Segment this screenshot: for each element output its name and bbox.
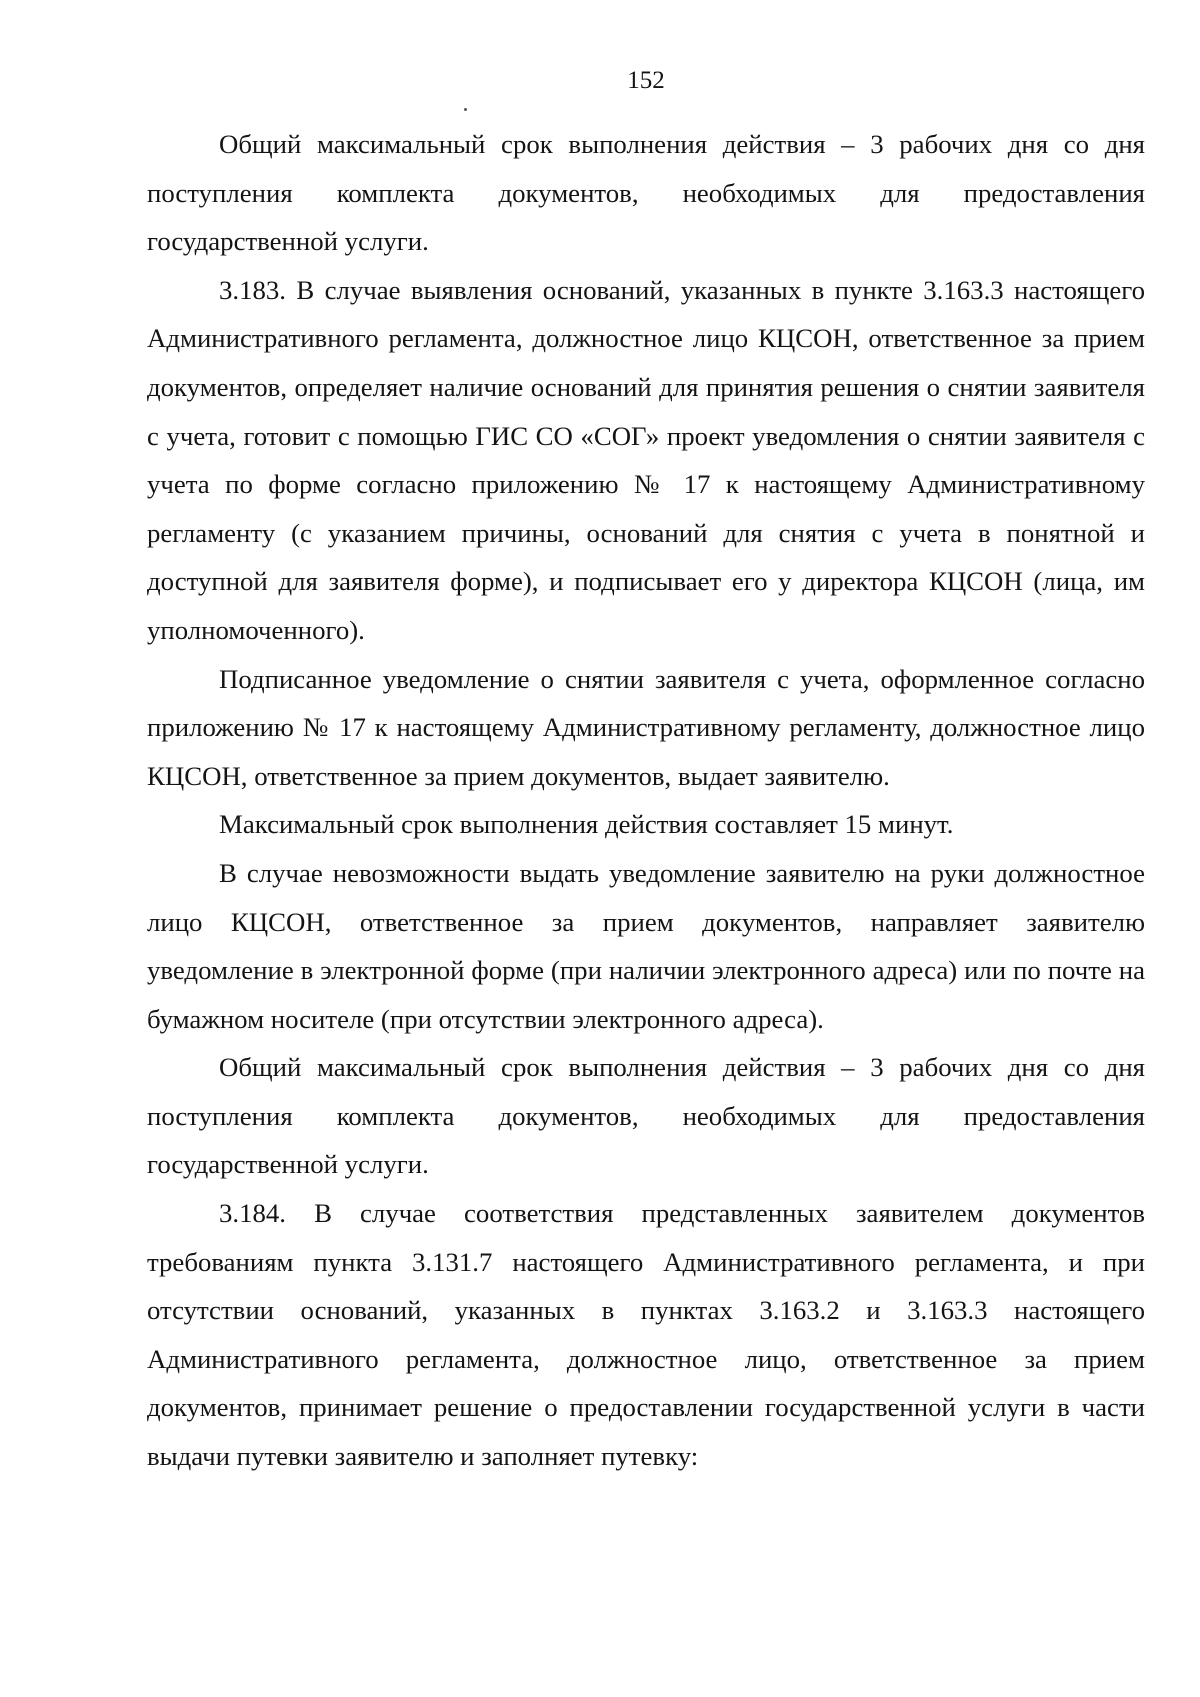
document-body bbox=[147, 120, 1145, 1481]
page-number: 152 bbox=[627, 67, 665, 94]
paragraph: Максимальный срок выполнения действия составляет 15 минут. bbox=[219, 809, 954, 840]
paragraph: Подписанное уведомление о снятии заявителя с учета, оформленное согласно приложению № 17 к настоящему Административному регламенту, должностное лицо КЦСОН, ответственное за прием документов, выдает заявителю. bbox=[147, 663, 1145, 791]
paragraph: 3.184. В случае соответствия представленных заявителем документов требованиям пункта 3.131.7 настоящего Административного регламента, и при отсутствии оснований, указанных в пунктах 3.163.2 и 3.163.3 настоящего Административного регламента, должностное лицо, ответственное за прием документов, принимает решение о предоставлении государственной услуги в части выдачи путевки заявителю и заполняет путевку: bbox=[147, 1198, 1145, 1472]
paragraph: Общий максимальный срок выполнения действия – 3 рабочих дня со дня поступления комплекта документов, необходимых для предоставления государственной услуги. bbox=[147, 1052, 1145, 1180]
paragraph: Общий максимальный срок выполнения действия – 3 рабочих дня со дня поступления комплекта документов, необходимых для предоставления государственной услуги. bbox=[147, 129, 1145, 257]
paragraph: 3.183. В случае выявления оснований, указанных в пункте 3.163.3 настоящего Административного регламента, должностное лицо КЦСОН, ответственное за прием документов, определяет наличие оснований для принятия решения о снятии заявителя с учета, готовит с помощью ГИС СО «СОГ» проект уведомления о снятии заявителя с учета по форме согласно приложению № 17 к настоящему Административному регламенту (с указанием причины, оснований для снятия с учета в понятной и доступной для заявителя форме), и подписывает его у директора КЦСОН (лица, им уполномоченного). bbox=[147, 274, 1145, 645]
scan-speck bbox=[464, 108, 467, 111]
paragraph: В случае невозможности выдать уведомление заявителю на руки должностное лицо КЦСОН, ответственное за прием документов, направляет заявителю уведомление в электронной форме (при наличии электронного адреса) или по почте на бумажном носителе (при отсутствии электронного адреса). bbox=[147, 857, 1145, 1034]
